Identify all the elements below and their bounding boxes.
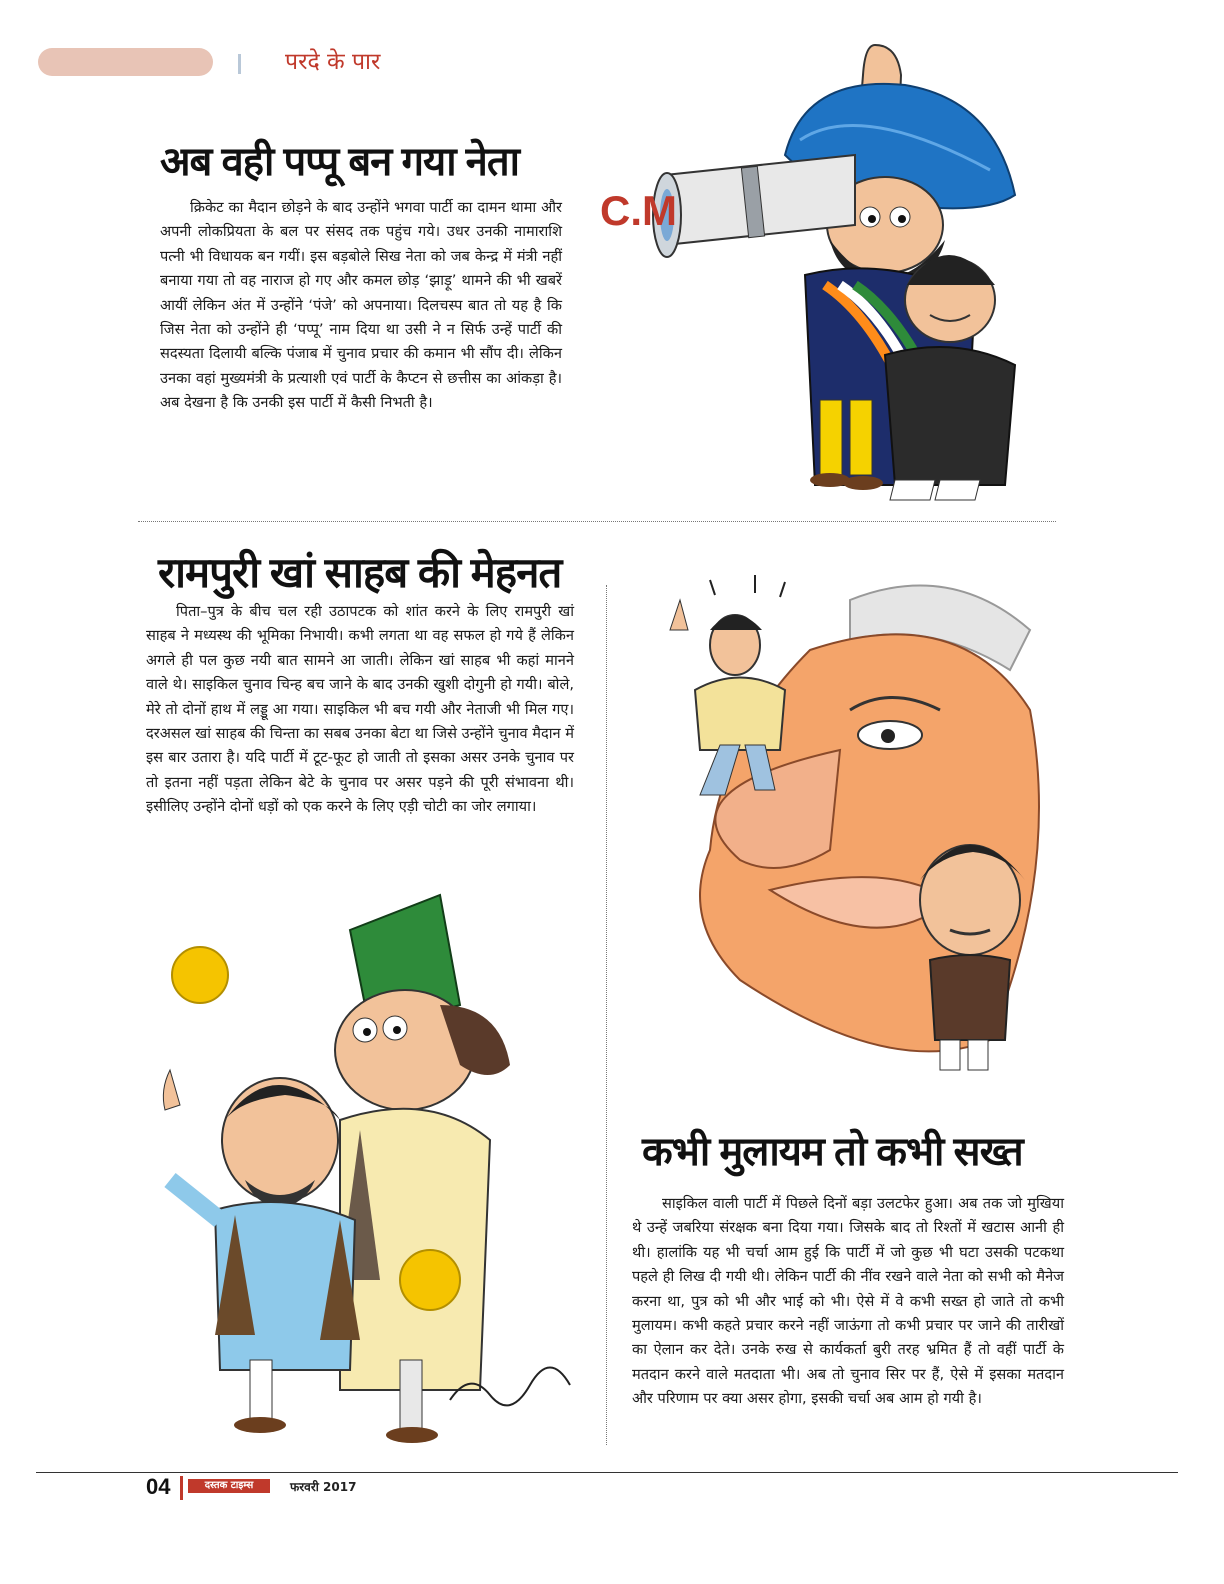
story3-body [632, 1192, 1064, 1412]
cm-label: C.M [600, 187, 677, 234]
header-divider [238, 54, 241, 74]
section-divider [138, 521, 1056, 522]
story1-body [160, 196, 562, 416]
footer-rule [36, 1472, 1178, 1473]
story2-paragraph: पिता–पुत्र के बीच चल रही उठापटक को शांत करने के लिए रामपुरी खां साहब ने मध्यस्थ की भूमिका निभायी। कभी लगता था वह सफल हो गये हैं लेकिन अगले ही पल कुछ नयी बात सामने आ जाती। लेकिन खां साहब भी कहां मानने वाले थे। साइकिल चुनाव चिन्ह बच जाने के बाद उनकी खुशी दोगुनी हो गयी। बोले, मेरे तो दोनों हाथ में लड्डू आ गया। साइकिल भी बच गयी और नेताजी भी मिल गए। दरअसल खां साहब की चिन्ता का सबब उनका बेटा था जिसे उन्होंने चुनाव मैदान में इस बार उतारा है। यदि पार्टी में टूट-फूट हो जाती तो इसका असर उनके चुनाव पर तो इतना नहीं पड़ता लेकिन बेटे के चुनाव पर असर पड़ने की पूरी संभावना थी। इसीलिए उन्होंने दोनों धड़ों को एक करने के लिए एड़ी चोटी का जोर लगाया। [146, 603, 574, 816]
story3-headline: कभी मुलायम तो कभी सख्त [642, 1130, 1023, 1174]
publication-logo: दस्तक टाइम्स [188, 1479, 270, 1493]
cartoon-laddu-leaders [150, 880, 590, 1460]
section-label: परदे के पार [285, 49, 381, 75]
story1-paragraph: क्रिकेट का मैदान छोड़ने के बाद उन्होंने भगवा पार्टी का दामन थामा और अपनी लोकप्रियता के बल पर संसद तक पहुंच गये। उधर उनकी नामाराशि पत्नी भी विधायक बन गयीं। इस बड़बोले सिख नेता को जब केन्द्र में मंत्री नहीं बनाया गया तो वह नाराज हो गए और कमल छोड़ ‘झाड़ू’ थामने की भी खबरें आयीं लेकिन अंत में उन्होंने ‘पंजे’ को अपनाया। दिलचस्प बात तो यह है कि जिस नेता को उन्होंने ही ‘पप्पू’ नाम दिया था उसी ने न सिर्फ उन्हें पार्टी की सदस्यता दिलायी बल्कि पंजाब में चुनाव प्रचार की कमान भी सौंप दी। लेकिन उनका वहां मुख्यमंत्री के प्रत्याशी एवं पार्टी के कैप्टन से छत्तीस का आंकड़ा है। अब देखना है कि उनकी इस पार्टी में कैसी निभती है। [160, 199, 562, 412]
cartoon-telescope-leader [595, 35, 1035, 505]
cartoon-big-face [650, 560, 1050, 1090]
footer-divider [180, 1476, 183, 1500]
issue-date: फरवरी 2017 [290, 1480, 357, 1494]
page-number: 04 [146, 1474, 171, 1499]
section-tab-pill [38, 48, 213, 76]
telescope-icon [653, 155, 855, 257]
story2-headline: रामपुरी खां साहब की मेहनत [158, 549, 562, 596]
story1-headline: अब वही पप्पू बन गया नेता [160, 140, 520, 184]
story3-paragraph: साइकिल वाली पार्टी में पिछले दिनों बड़ा उलटफेर हुआ। अब तक जो मुखिया थे उन्हें जबरिया संरक्षक बना दिया गया। जिसके बाद तो रिश्तों में खटास आनी ही थी। हालांकि यह भी चर्चा आम हुई कि पार्टी में जो कुछ भी घटा उसकी पटकथा पहले ही लिख दी गयी थी। लेकिन पार्टी की नींव रखने वाले नेता को सभी को मैनेज करना था, पुत्र को भी और भाई को भी। ऐसे में वे कभी सख्त हो जाते तो कभी मुलायम। कभी कहते प्रचार करने नहीं जाऊंगा तो कभी प्रचार पर जाने की तारीखों का ऐलान कर देते। उनके रुख से कार्यकर्ता बुरी तरह भ्रमित हैं तो वहीं पार्टी के मतदान करने वाले मतदाता भी। अब तो चुनाव सिर पर हैं, ऐसे में इसका मतदान और परिणाम पर क्या असर होगा, इसकी चर्चा अब आम हो गयी है। [632, 1195, 1064, 1408]
laddu-icon [400, 1250, 460, 1310]
story2-body [146, 600, 574, 820]
laddu-icon [172, 947, 228, 1003]
column-divider [606, 585, 607, 1445]
